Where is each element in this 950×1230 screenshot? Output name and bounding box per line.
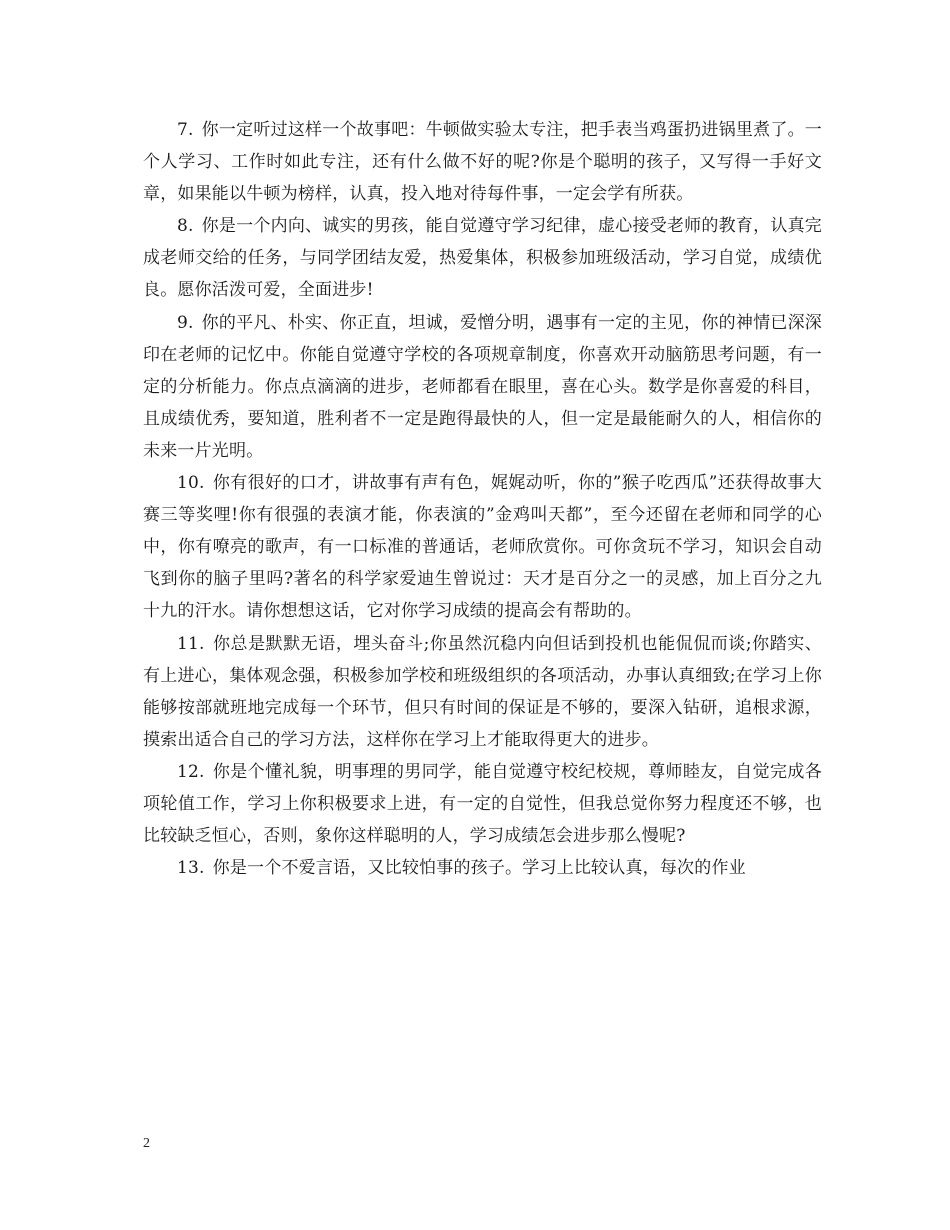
- paragraph-number: 7.: [177, 120, 194, 140]
- paragraph-10: [143, 467, 822, 627]
- paragraph-number: 10.: [177, 473, 205, 494]
- paragraph-9: [143, 307, 822, 467]
- paragraph-text: 你的平凡、朴实、你正直，坦诚，爱憎分明，遇事有一定的主见，你的神情已深深印在老师的记忆中。你能自觉遵守学校的各项规章制度，你喜欢开动脑筋思考问题，有一定的分析能力。你点点滴滴的进步，老师都看在眼里，喜在心头。数学是你喜爱的科目，且成绩优秀，要知道，胜利者不一定是跑得最快的人，但一定是最能耐久的人，相信你的未来一片光明。: [143, 312, 822, 461]
- page-number: 2: [143, 1136, 150, 1151]
- paragraph-13: [143, 852, 822, 884]
- paragraph-text: 你有很好的口才，讲故事有声有色，娓娓动听，你的”猴子吃西瓜”还获得故事大赛三等奖哩!你有很强的表演才能，你表演的”金鸡叫天都”，至今还留在老师和同学的心中，你有嘹亮的歌声，有一口标准的普通话，老师欣赏你。可你贪玩不学习，知识会自动飞到你的脑子里吗?著名的科学家爱迪生曾说过：天才是百分之一的灵感，加上百分之九十九的汗水。请你想想这话，它对你学习成绩的提高会有帮助的。: [143, 473, 822, 622]
- paragraph-12: [143, 756, 822, 852]
- paragraph-number: 9.: [177, 312, 194, 333]
- document-body: [143, 114, 822, 884]
- paragraph-text: 你是一个不爱言语，又比较怕事的孩子。学习上比较认真，每次的作业: [212, 858, 746, 879]
- paragraph-text: 你是个懂礼貌，明事理的男同学，能自觉遵守校纪校规，尊师睦友，自觉完成各项轮值工作，学习上你积极要求上进，有一定的自觉性，但我总觉你努力程度还不够，也比较缺乏恒心，否则，象你这样聪明的人，学习成绩怎会进步那么慢呢?: [143, 761, 822, 847]
- paragraph-number: 13.: [177, 858, 205, 879]
- paragraph-number: 12.: [177, 761, 205, 782]
- paragraph-number: 8.: [177, 216, 194, 237]
- paragraph-text: 你一定听过这样一个故事吧：牛顿做实验太专注，把手表当鸡蛋扔进锅里煮了。一个人学习、工作时如此专注，还有什么做不好的呢?你是个聪明的孩子，又写得一手好文章，如果能以牛顿为榜样，认真，投入地对待每件事，一定会学有所获。: [143, 120, 822, 205]
- paragraph-7: [143, 114, 822, 210]
- paragraph-text: 你总是默默无语，埋头奋斗;你虽然沉稳内向但话到投机也能侃侃而谈;你踏实、有上进心，集体观念强，积极参加学校和班级组织的各项活动，办事认真细致;在学习上你能够按部就班地完成每一个环节，但只有时间的保证是不够的，要深入钻研，追根求源，摸索出适合自己的学习方法，这样你在学习上才能取得更大的进步。: [143, 633, 822, 750]
- paragraph-number: 11.: [177, 633, 205, 654]
- paragraph-text: 你是一个内向、诚实的男孩，能自觉遵守学习纪律，虚心接受老师的教育，认真完成老师交给的任务，与同学团结友爱，热爱集体，积极参加班级活动，学习自觉，成绩优良。愿你活泼可爱，全面进步!: [143, 216, 822, 301]
- paragraph-8: [143, 210, 822, 306]
- paragraph-11: [143, 628, 822, 756]
